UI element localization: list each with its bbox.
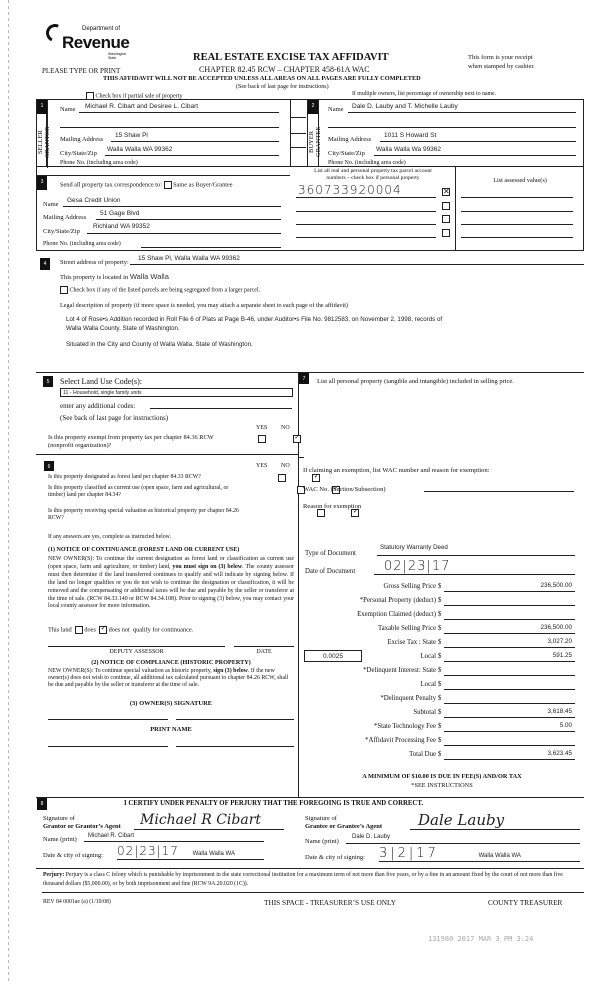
land-use-instructions: (See back of last page for instructions)	[60, 414, 169, 422]
tax-city-value: Richland WA 99352	[93, 223, 150, 230]
notice-compliance-body: NEW OWNER(S): To continue special valuation as historic property, sign (3) below. If the new owner(s) does not wish to continue, all additional tax calculated pursuant to chapter 84.26 RCW, shall be due and payable by the seller or transferor at the time of sale.	[48, 668, 289, 689]
grantee-city-value: Walla Walla WA	[478, 853, 521, 859]
historic-yes-checkbox[interactable]	[317, 509, 325, 517]
section-2-number: 2	[308, 100, 318, 114]
buyer-phone-label: Phone No. (including area code)	[328, 160, 406, 166]
fee-field[interactable]: 236,500.00	[444, 622, 575, 634]
same-as-buyer-label: Same as Buyer/Grantee	[173, 181, 233, 189]
fee-row	[300, 720, 580, 734]
owner-signature-title: (3) OWNER(S) SIGNATURE	[129, 700, 213, 707]
segregated-checkbox[interactable]	[60, 286, 68, 294]
fee-label: Excise Tax : State	[387, 639, 436, 646]
historic-no-checkbox[interactable]	[351, 509, 359, 517]
notice-continuance-title: (1) NOTICE OF CONTINUANCE (FOREST LAND OR CURRENT USE)	[48, 547, 240, 553]
scan-edge	[8, 0, 9, 984]
qualify-label: qualify for continuance.	[132, 626, 194, 634]
doc-date-label: Date of Document	[305, 568, 356, 575]
logo-revenue: Revenue	[62, 33, 130, 52]
fee-field[interactable]: 3,027.20	[444, 636, 575, 648]
doc-date-value: 02|23|17	[384, 559, 451, 574]
grantee-date-label: Date & city of signing:	[305, 854, 365, 861]
buyer-address-value: 1011 S Howard St	[384, 132, 437, 139]
fee-row	[300, 580, 580, 594]
fee-label: Local	[420, 653, 436, 660]
grantor-date-value: 02|23|17	[117, 844, 179, 858]
fee-row	[300, 608, 580, 622]
same-as-buyer-checkbox[interactable]	[164, 181, 172, 189]
segregated-row	[60, 286, 260, 294]
fee-label: *Personal Property (deduct)	[359, 597, 436, 604]
section-7-number: 7	[299, 373, 309, 384]
exemption-label: If claiming an exemption, list WAC number and reason for exemption:	[303, 467, 490, 474]
minimum-due-note: A MINIMUM OF $10.00 IS DUE IN FEE(S) AND/OR TAX	[362, 773, 522, 780]
chapter-subtitle: CHAPTER 82.45 RCW – CHAPTER 458-61A WAC	[199, 65, 370, 74]
fee-field[interactable]	[444, 594, 575, 606]
buyer-address-label: Mailing Address	[328, 136, 372, 143]
currency-sign: $	[438, 583, 442, 590]
doc-date-field[interactable]	[374, 558, 575, 575]
currency-sign: $	[438, 653, 442, 660]
send-correspondence-row	[60, 181, 233, 189]
local-rate-box[interactable]: 0.0025	[304, 650, 362, 662]
currency-sign: $	[438, 639, 442, 646]
section-8-number: 8	[37, 798, 47, 810]
doc-type-label: Type of Document	[305, 550, 356, 557]
exempt-no-checkbox[interactable]	[293, 435, 301, 443]
segregated-label: Check box if any of the listed parcels are being segregated from a larger parcel.	[69, 287, 261, 294]
grantor-city-value: Walla Walla WA	[192, 851, 235, 857]
perjury-statement: Perjury: Perjury is a class C felony which is punishable by imprisonment in the state correctional institution for a maximum term of not more than five years, or by a fine in an amount fixed by the court of not more than five thousand dollars ($5,000.00), or by both imprisonment and fine (RCW 9A.20.020 (1C)).	[43, 872, 563, 887]
parcel-row	[296, 212, 456, 226]
exempt-yes-checkbox[interactable]	[258, 435, 266, 443]
seller-name-field[interactable]	[79, 102, 279, 113]
tax-address-field[interactable]	[96, 209, 281, 220]
currency-sign: $	[438, 709, 442, 716]
seller-city-field[interactable]	[105, 145, 279, 156]
currency-sign: $	[438, 681, 442, 688]
currency-sign: $	[438, 737, 442, 744]
doc-type-field[interactable]	[377, 543, 575, 556]
owner-print-name-line-1[interactable]	[48, 746, 168, 747]
grantee-name-label: Name (print)	[305, 838, 339, 845]
send-correspondence-label: Send all property tax correspondence to:	[60, 181, 162, 189]
tax-city-field[interactable]	[87, 222, 281, 234]
grantor-signature-field[interactable]	[134, 810, 284, 830]
assessed-value-field[interactable]	[461, 214, 573, 225]
personal-property-checkbox[interactable]	[442, 188, 450, 196]
buyer-name2-field[interactable]	[328, 117, 576, 128]
fee-row	[300, 706, 580, 720]
currency-sign: $	[438, 667, 442, 674]
wac-label: WAC No. (Section/Subsection)	[303, 486, 386, 493]
tax-phone-label: Phone No. (including area code)	[43, 241, 121, 247]
additional-codes-field[interactable]	[150, 401, 292, 409]
grantor-date-label: Date & city of signing:	[43, 852, 103, 859]
form-title: REAL ESTATE EXCISE TAX AFFIDAVIT	[193, 52, 389, 63]
section-3-number: 3	[37, 176, 47, 190]
wac-field[interactable]	[424, 484, 574, 492]
grantee-name-value: Dale D. Lauby	[352, 834, 391, 840]
assessor-date-label: DATE	[256, 649, 272, 655]
buyer-label: BUYER GRANTEE	[308, 126, 322, 158]
fee-field[interactable]	[444, 692, 575, 704]
does-not-qualify-checkbox[interactable]	[99, 626, 107, 634]
fee-label: Subtotal	[413, 709, 436, 716]
fee-row	[300, 664, 580, 678]
parcel-number-field[interactable]	[296, 225, 436, 238]
if-yes-note: If any answers are yes, complete as instructed below.	[48, 534, 171, 540]
buyer-name-value: Dale D. Lauby and T. Michelle Lauby	[352, 103, 458, 110]
parcel-row	[296, 199, 456, 213]
land-use-title: Select Land Use Code(s):	[60, 377, 142, 386]
receipt-note-1: This form is your receipt	[468, 54, 533, 61]
currency-sign: $	[438, 597, 442, 604]
fee-label: Taxable Selling Price	[377, 625, 436, 632]
seller-address-field[interactable]	[111, 131, 279, 142]
forest-yes-checkbox[interactable]	[278, 474, 286, 482]
receipt-note-2: when stamped by cashier.	[468, 63, 535, 70]
seller-city-value: Walla Walla WA 99362	[107, 146, 173, 153]
parcel-number-field[interactable]	[296, 212, 436, 225]
seller-address-label: Mailing Address	[60, 136, 104, 143]
section-5-number: 5	[43, 376, 53, 387]
seller-phone-label: Phone No. (including area code)	[60, 160, 138, 166]
grantor-name-value: Michael R. Cibart	[88, 833, 135, 839]
fee-row	[300, 622, 580, 636]
fee-label: Total Due	[409, 751, 436, 758]
fee-row	[300, 650, 580, 664]
fee-label: Exemption Claimed (deduct)	[357, 611, 436, 618]
assessor-date-line[interactable]	[234, 646, 294, 647]
logo-line1: Department of	[82, 26, 121, 32]
additional-codes-label: enter any additional codes:	[60, 402, 136, 410]
fee-row	[300, 636, 580, 650]
fee-field[interactable]	[444, 664, 575, 676]
logo-state: Washington State	[108, 52, 127, 60]
parcel-number-value: 360733920004	[298, 183, 402, 197]
legal-description-label: Legal description of property (if more space is needed, you may attach a separate sheet to each page of the affidavit)	[60, 302, 348, 309]
buyer-name-field[interactable]	[348, 102, 576, 113]
tax-city-label: City/State/Zip	[43, 228, 80, 235]
assessed-value-field[interactable]	[461, 227, 573, 238]
reason-label: Reason for exemption	[303, 503, 362, 510]
owner-signature-line-1[interactable]	[48, 719, 168, 720]
street-address-value: 15 Shaw Pl, Walla Walla WA 99362	[138, 255, 240, 262]
fee-row	[300, 734, 580, 748]
grantor-signature-label: Signature of Grantor or Grantor’s Agent	[43, 815, 121, 830]
does-label: does	[84, 626, 96, 634]
exempt-question: Is this property exempt from property tax per chapter 84.36 RCW (nonprofit organization)?	[48, 434, 214, 449]
grantee-date-field[interactable]	[379, 845, 580, 862]
buyer-address-field[interactable]	[380, 131, 576, 142]
currency-sign: $	[438, 611, 442, 618]
tax-address-value: 51 Gage Blvd	[100, 210, 140, 217]
fee-row	[300, 748, 580, 762]
section-1-number: 1	[37, 100, 47, 114]
see-back-note: (See back of last page for instructions)	[236, 84, 329, 90]
fee-label: *Delinquent Penalty	[380, 695, 436, 702]
fee-field[interactable]: 3,623.45	[444, 748, 575, 760]
seller-address-value: 15 Shaw Pl	[115, 132, 148, 139]
grantee-signature-field[interactable]	[410, 810, 580, 830]
parcel-number-field[interactable]	[296, 199, 436, 212]
fee-field[interactable]: 591.25	[444, 650, 575, 662]
tax-address-label: Mailing Address	[43, 214, 87, 221]
treasurer-space-label: THIS SPACE - TREASURER’S USE ONLY	[264, 898, 397, 907]
parcels-header: List all real and personal property tax parcel account numbers – check box if personal property	[314, 168, 432, 181]
yes-header: YES	[256, 425, 268, 431]
currency-sign: $	[438, 625, 442, 632]
tax-phone-field[interactable]	[141, 239, 281, 248]
seller-phone-field[interactable]	[157, 158, 279, 167]
print-name-label: PRINT NAME	[150, 726, 192, 733]
historic-question: Is this property receiving special valuation as historical property per chapter 84.26 RCW?	[48, 508, 239, 521]
grantor-name-field[interactable]	[84, 831, 264, 842]
grantee-name-field[interactable]	[346, 832, 580, 844]
located-in-row	[60, 272, 169, 281]
fee-field[interactable]: 3,618.45	[444, 706, 575, 718]
fee-label: *State Technology Fee	[373, 723, 436, 730]
currency-sign: $	[438, 695, 442, 702]
personal-property-label: List all personal property (tangible and intangible) included in selling price.	[317, 378, 514, 385]
section-4-number: 4	[40, 258, 50, 270]
parcel-row	[296, 225, 456, 239]
warning-text: THIS AFFIDAVIT WILL NOT BE ACCEPTED UNLESS ALL AREAS ON ALL PAGES ARE FULLY COMPLETED	[103, 75, 421, 82]
street-address-label: Street address of property:	[60, 259, 129, 266]
fee-row	[300, 678, 580, 692]
no-header-6: NO	[281, 463, 290, 469]
located-in-label: This property is located in	[60, 274, 129, 281]
fee-label: *Affidavit Processing Fee	[365, 737, 436, 744]
fee-label: Gross Selling Price	[383, 583, 436, 590]
fee-row	[300, 692, 580, 706]
deputy-assessor-label: DEPUTY ASSESSOR	[109, 649, 164, 655]
grantee-signature-label: Signature of Grantee or Grantee’s Agent	[305, 815, 383, 830]
deputy-assessor-signature-line[interactable]	[48, 646, 225, 647]
notice-continuance-body: NEW OWNER(S): To continue the current designation as forest land or classification as current use (open space, farm and agriculture, or timber) land, you must sign on (3) below. The county assessor must then determine if the land transferred continues to qualify and will indicate by signing below. If the land no longer qualifies or you do not wish to continue the designation or classification, it will be removed and the compensating or additional taxes will be due and payable by the seller or transferor at the time of sale. (RCW 84.33.140 or RCW 84.34.108). Prior to signing (3) below, you may contact your local county assessor for more information.	[48, 556, 295, 610]
buyer-city-value: Walla Walla Wa 99362	[376, 146, 442, 153]
land-use-code-value: 11 - Household, single family units	[63, 390, 142, 396]
please-type-label: PLEASE TYPE OR PRINT	[42, 67, 121, 75]
grantee-date-value: 3|2|17	[379, 846, 439, 861]
currency-sign: $	[438, 751, 442, 758]
grantor-signature-value: Michael R Cibart	[140, 812, 262, 828]
seller-city-label: City/State/Zip	[60, 150, 97, 157]
this-land-label: This land	[48, 626, 72, 634]
forest-no-checkbox[interactable]	[312, 474, 320, 482]
street-address-field[interactable]	[130, 254, 584, 265]
current-use-question: Is this property classified as current use (open space, farm and agricultural, or timber) land per chapter 84.34?	[48, 485, 229, 498]
see-instructions-note: *SEE INSTRUCTIONS	[411, 782, 473, 789]
legal-description-value[interactable]: Lot 4 of Rose•s Addition recorded in Roll File 6 of Plats at Page B-46, under Auditor•s File No. 9812583, on November 2, 1998, records of Walla Walla County, State of Washington. Situated in the City and County of Walla Walla, State of Washington.	[66, 316, 443, 348]
certify-statement: I CERTIFY UNDER PENALTY OF PERJURY THAT THE FOREGOING IS TRUE AND CORRECT.	[124, 800, 424, 807]
seller-name2-field[interactable]	[60, 117, 279, 128]
owner-signature-line-2[interactable]	[176, 719, 294, 720]
fee-row	[300, 594, 580, 608]
assessed-value-field[interactable]	[461, 201, 573, 212]
grantor-date-field[interactable]	[117, 843, 264, 860]
assessed-values-header: List assessed value(s)	[493, 177, 547, 184]
seller-name-value: Michael R. Cibart and Desiree L. Cibart	[85, 103, 199, 110]
grantee-signature-value: Dale Lauby	[418, 811, 505, 829]
fee-label: Local	[420, 681, 436, 688]
owner-print-name-line-2[interactable]	[176, 746, 294, 747]
currency-sign: $	[438, 723, 442, 730]
dor-logo	[44, 10, 134, 60]
parcel-row	[296, 184, 456, 198]
fee-field[interactable]: 5.00	[444, 720, 575, 732]
located-in-value: Walla Walla	[129, 272, 169, 281]
buyer-name-label: Name	[328, 106, 344, 113]
continuance-row	[48, 626, 193, 634]
fee-field[interactable]	[444, 734, 575, 746]
personal-property-checkbox[interactable]	[442, 215, 450, 223]
seller-side-label	[37, 114, 47, 166]
seller-name-label: Name	[60, 106, 76, 113]
assessed-value-field[interactable]	[461, 187, 573, 198]
doc-type-value: Statutory Warranty Deed	[380, 544, 448, 551]
notice-compliance-title: (2) NOTICE OF COMPLIANCE (HISTORIC PROPERTY)	[91, 659, 251, 666]
yes-header-6: YES	[256, 463, 268, 469]
land-use-code-select[interactable]	[60, 388, 293, 397]
fee-field[interactable]	[444, 678, 575, 690]
forest-land-question: Is this property designated as forest land per chapter 84.33 RCW?	[48, 474, 201, 480]
tax-name-label: Name	[43, 201, 59, 208]
recording-stamp: 131980 2017 MAR 3 PM 3:24	[428, 935, 534, 943]
fee-field[interactable]: 236,500.00	[444, 580, 575, 592]
parcel-number-field[interactable]	[296, 184, 436, 198]
seller-label: SELLER	[37, 130, 44, 154]
does-qualify-checkbox[interactable]	[75, 626, 83, 634]
fee-label: *Delinquent Interest: State	[363, 667, 436, 674]
county-treasurer-label: COUNTY TREASURER	[488, 898, 563, 907]
does-not-label: does not	[108, 626, 130, 634]
personal-property-checkbox[interactable]	[442, 229, 450, 237]
personal-property-checkbox[interactable]	[442, 202, 450, 210]
tax-name-field[interactable]	[63, 196, 281, 207]
multiple-owners-note: If multiple owners, list percentage of ownership next to name.	[352, 91, 497, 97]
no-header: NO	[281, 425, 290, 431]
grantor-name-label: Name (print)	[43, 836, 77, 843]
tax-name-value: Gesa Credit Union	[67, 197, 121, 204]
partial-sale-label: Check box if partial sale of property	[95, 93, 183, 100]
section-6-number: 6	[44, 461, 54, 471]
form-id: REV 84 0001ae (a) (1/10/08)	[43, 899, 111, 905]
fee-field[interactable]	[444, 608, 575, 620]
buyer-city-label: City/State/Zip	[328, 150, 365, 157]
buyer-city-field[interactable]	[374, 145, 576, 156]
